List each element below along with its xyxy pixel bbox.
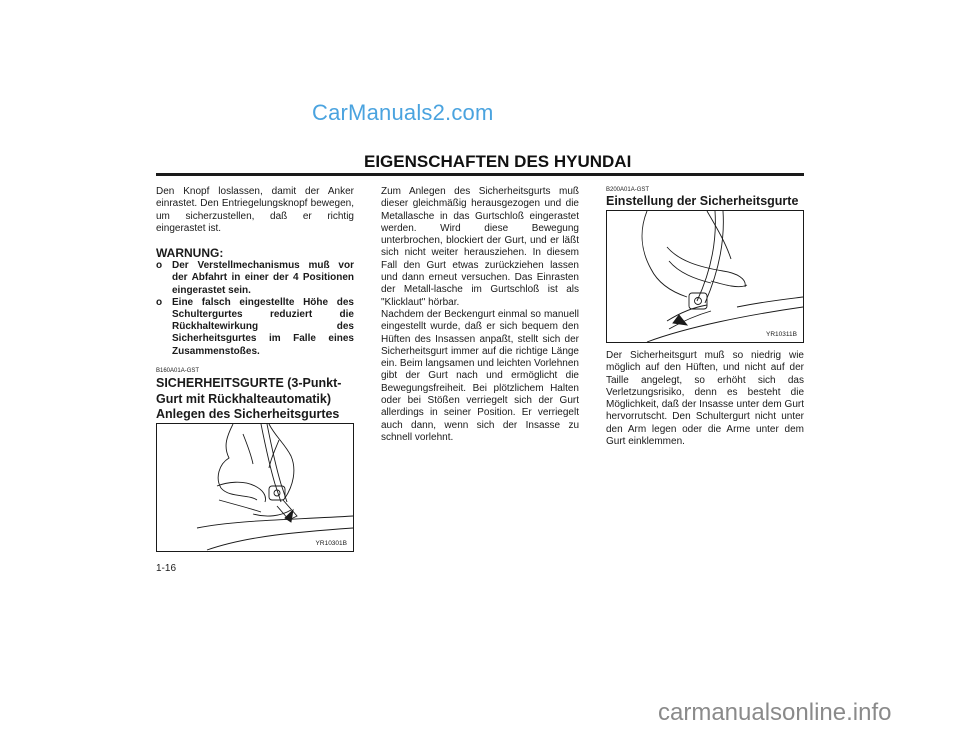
left-column [156,186,354,358]
figure-caption: YR10301B [315,540,347,547]
right-column-text [606,350,804,448]
warning-title: WARNUNG: [156,246,224,261]
figure-caption: YR10311B [766,331,797,338]
warning-bullet: o [156,296,163,308]
warning-item [156,297,354,358]
seatbelt-adjustment-illustration [607,211,803,342]
watermark-bottom: carmanualsonline.info [658,699,892,726]
section-heading: SICHERHEITSGURTE (3-Punkt-Gurt mit Rückhalteautomatik) [156,376,342,406]
middle-column [381,186,579,444]
subsection-heading: Anlegen des Sicherheitsgurtes [156,407,340,421]
warning-item-text: Eine falsch eingestellte Höhe des Schultergurtes reduziert die Rückhaltewirkung des Sicherheitsgurtes im Falle eines Zusammenstoßes. [172,296,354,357]
warning-item [156,260,354,297]
header-rule [156,173,804,176]
page-number: 1-16 [156,563,177,574]
seatbelt-fastening-illustration [157,424,353,551]
belt-position-paragraph: Der Sicherheitsgurt muß so niedrig wie möglich auf den Hüften, und nicht auf der Taille angelegt, so erhöht sich das Verletzungsrisiko, denn es besteht die Möglichkeit, daß der Insasse unter dem Gurt hervorrutscht. Den Schultergurt nicht unter den Arm legen oder die Arme unter dem Gurt einklemmen. [606,350,804,448]
fastening-paragraph: Zum Anlegen des Sicherheitsgurts muß dieser gleichmäßig herausgezogen und die Metallasche in das Gurtschloß eingerastet werden. Wird diese Bewegung unterbrochen, blockiert der Gurt, und er läßt sich nicht weiter herausziehen. In diesem Fall den Gurt etwas zurückziehen lassen und dann erneut versuchen. Das Einrasten der Metall-lasche im Gurtschloß ist als "Klicklaut" hörbar. [381,186,579,308]
watermark-top: CarManuals2.com [312,100,494,125]
page-header-title: EIGENSCHAFTEN DES HYUNDAI [364,152,632,171]
section-code: B200A01A-GST [606,187,650,193]
seatbelt-fastening-figure [156,423,354,552]
seatbelt-adjustment-figure [606,210,804,343]
retractor-paragraph: Nachdem der Beckengurt einmal so manuell eingestellt wurde, daß er sich bequem den Hüften des Insassen anpaßt, stellt sich der Sicherheitsgurt immer auf die richtige Länge ein. Beim langsamen und leichten Vorlehnen gibt der Gurt nach und ermöglicht die Bewegungsfreiheit. Bei plötzlichem Halten oder bei Stößen verriegelt sich der Gurt allerdings in seiner Position. Er verriegelt auch dann, wenn sich der Insasse zu schnell vorlehnt. [381,308,579,443]
intro-paragraph: Den Knopf loslassen, damit der Anker einrastet. Den Entriegelungsknopf bewegen, um sicherzustellen, daß er richtig eingerastet ist. [156,186,354,234]
section-heading: Einstellung der Sicherheitsgurte [606,194,799,208]
warning-bullet: o [156,260,163,272]
section-code: B160A01A-GST [156,368,200,374]
warning-item-text: Der Verstellmechanismus muß vor der Abfahrt in einer der 4 Positionen eingerastet sein. [172,260,354,296]
